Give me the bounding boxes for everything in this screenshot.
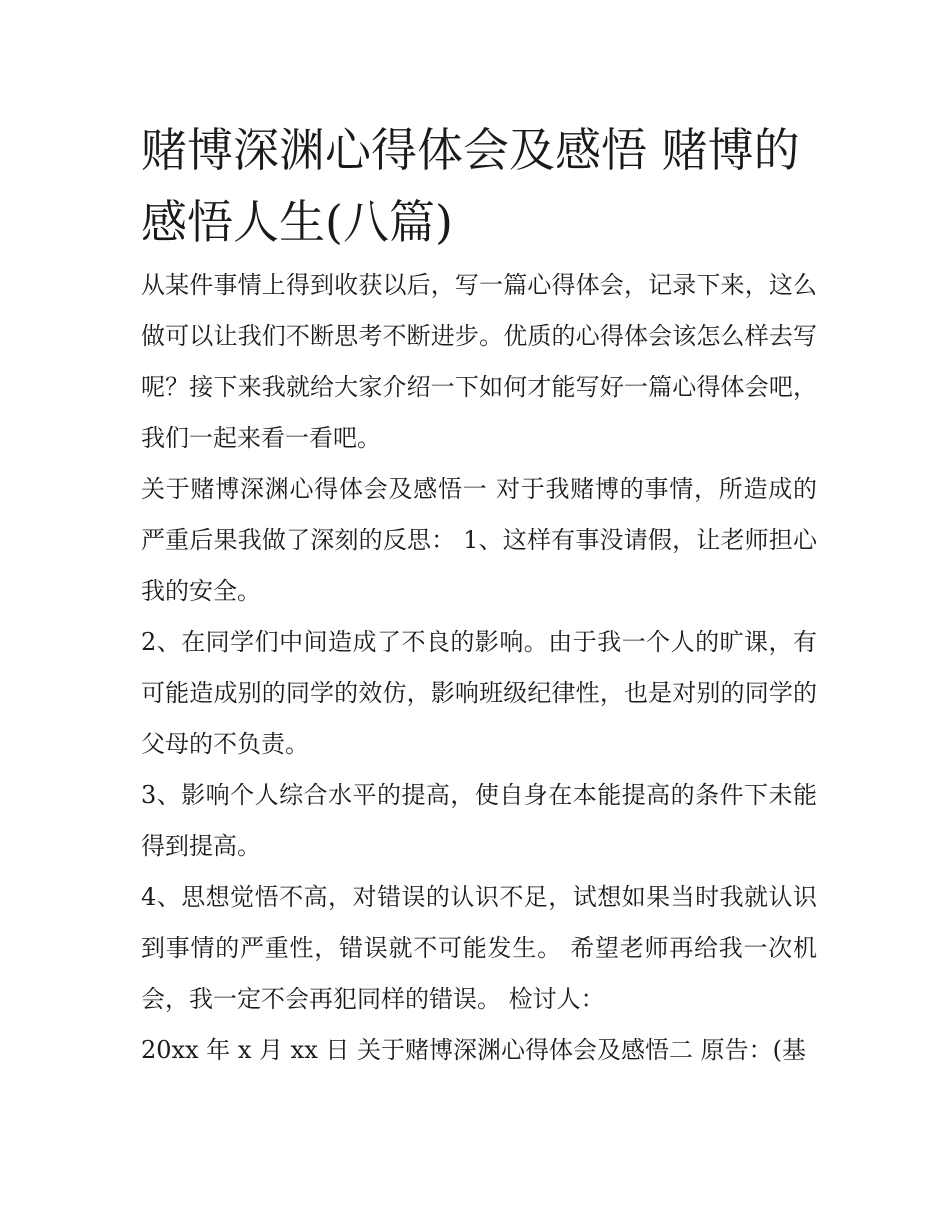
intro-paragraph: 从某件事情上得到收获以后，写一篇心得体会，记录下来，这么做可以让我们不断思考不断进步。优质的心得体会该怎么样去写呢？接下来我就给大家介绍一下如何才能写好一篇心得体会吧，我们一起来看一看吧。: [141, 271, 817, 452]
point-three-paragraph: 3、影响个人综合水平的提高，使自身在本能提高的条件下未能得到提高。: [141, 781, 817, 860]
section-one-paragraph: 关于赌博深渊心得体会及感悟一 对于我赌博的事情，所造成的严重后果我做了深刻的反思： 1、这样有事没请假，让老师担心我的安全。: [141, 475, 817, 605]
point-four-paragraph: 4、思想觉悟不高，对错误的认识不足，试想如果当时我就认识到事情的严重性，错误就不可能发生。 希望老师再给我一次机会，我一定不会再犯同样的错误。 检讨人：: [141, 883, 817, 1013]
document-title: 赌博深渊心得体会及感悟 赌博的感悟人生(八篇): [141, 123, 800, 249]
date-and-section-two-paragraph: 20xx 年 x 月 xx 日 关于赌博深渊心得体会及感悟二 原告：(基: [141, 1036, 806, 1064]
document-content: [141, 114, 817, 1076]
point-two-paragraph: 2、在同学们中间造成了不良的影响。由于我一个人的旷课，有可能造成别的同学的效仿，影响班级纪律性，也是对别的同学的父母的不负责。: [141, 628, 817, 758]
